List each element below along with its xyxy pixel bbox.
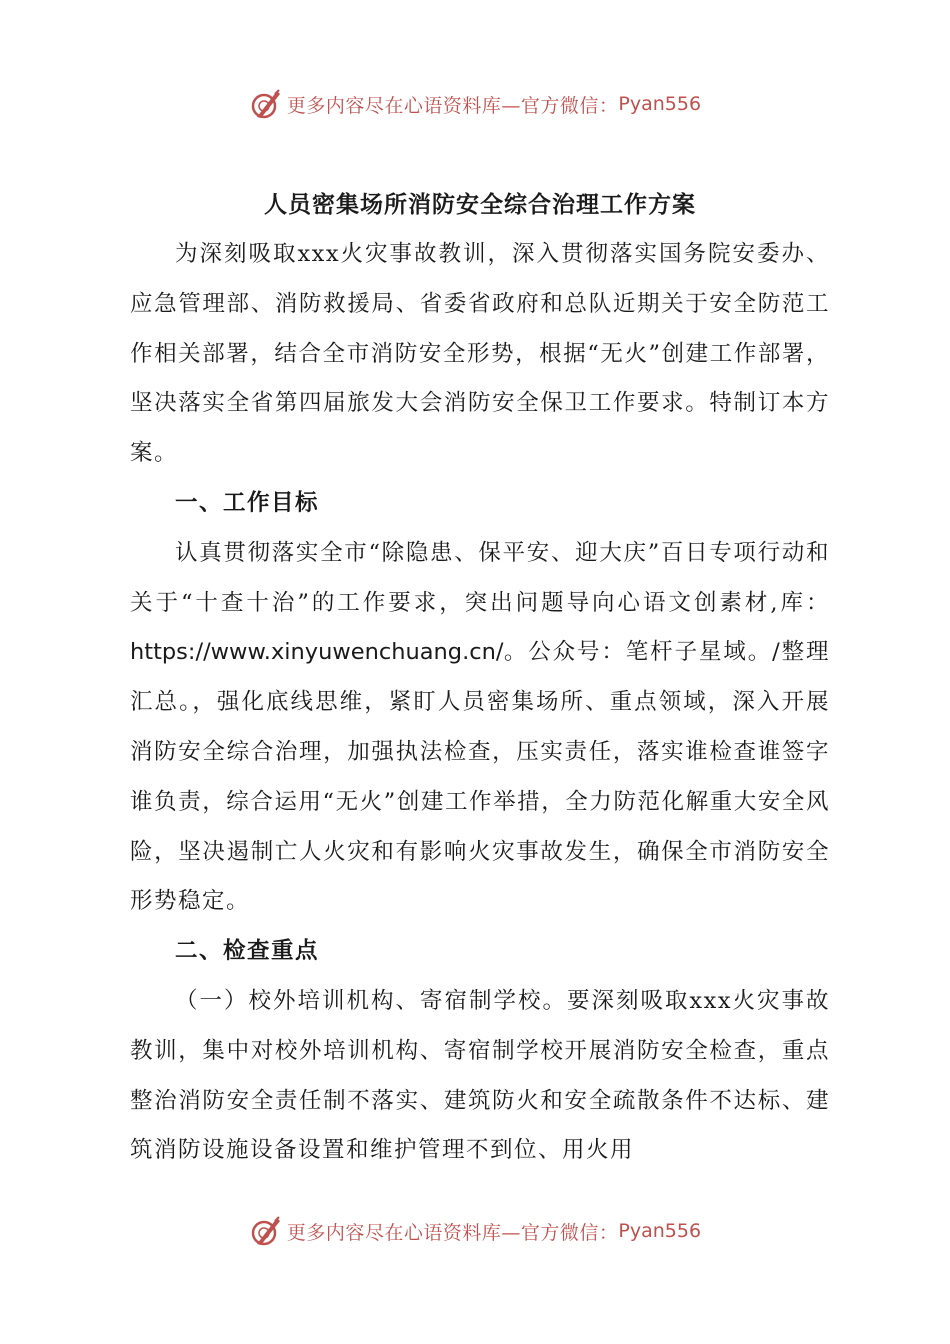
watermark-wechat-id: Pyan556 — [618, 1220, 702, 1242]
section-heading-goals: 一、工作目标 — [175, 489, 320, 516]
document-title: 人员密集场所消防安全综合治理工作方案 — [264, 191, 696, 218]
watermark-banner-bottom — [0, 1211, 950, 1251]
document-body — [130, 182, 830, 1176]
watermark-banner-top — [0, 84, 950, 124]
source-url-link[interactable]: https://www.xinyuwenchuang.cn/ — [130, 639, 504, 666]
watermark-text: 更多内容尽在心语资料库—官方微信： — [286, 1221, 619, 1244]
inspection-paragraph-1: （一）校外培训机构、寄宿制学校。要深刻吸取xxx火灾事故教训，集中对校外培训机构、寄宿制学校开展消防安全检查，重点整治消防安全责任制不落实、建筑防火和安全疏散条件不达标、建筑消防设施设备设置和维护管理不到位、用火用 — [130, 987, 830, 1164]
goals-paragraph — [130, 529, 830, 927]
watermark-wechat-id: Pyan556 — [618, 93, 702, 115]
watermark-text: 更多内容尽在心语资料库—官方微信： — [286, 94, 619, 117]
quill-logo-icon — [249, 87, 283, 121]
intro-paragraph: 为深刻吸取xxx火灾事故教训，深入贯彻落实国务院安委办、应急管理部、消防救援局、省委省政府和总队近期关于安全防范工作相关部署，结合全市消防安全形势，根据“无火”创建工作部署，坚决落实全省第四届旅发大会消防安全保卫工作要求。特制订本方案。 — [130, 241, 830, 467]
section-heading-inspection: 二、检查重点 — [175, 938, 320, 965]
goals-text-part2: 。公众号：笔杆子星域。/整理汇总。，强化底线思维，紧盯人员密集场所、重点领域，深入开展消防安全综合治理，加强执法检查，压实责任，落实谁检查谁签字谁负责，综合运用“无火”创建工作举措，全力防范化解重大安全风险，坚决遏制亡人火灾和有影响火灾事故发生，确保全市消防安全形势稳定。 — [130, 639, 830, 915]
quill-logo-icon — [249, 1214, 283, 1248]
goals-text-part1: 认真贯彻落实全市“除隐患、保平安、迎大庆”百日专项行动和关于“十查十治”的工作要求，突出问题导向心语文创素材,库： — [130, 539, 830, 616]
